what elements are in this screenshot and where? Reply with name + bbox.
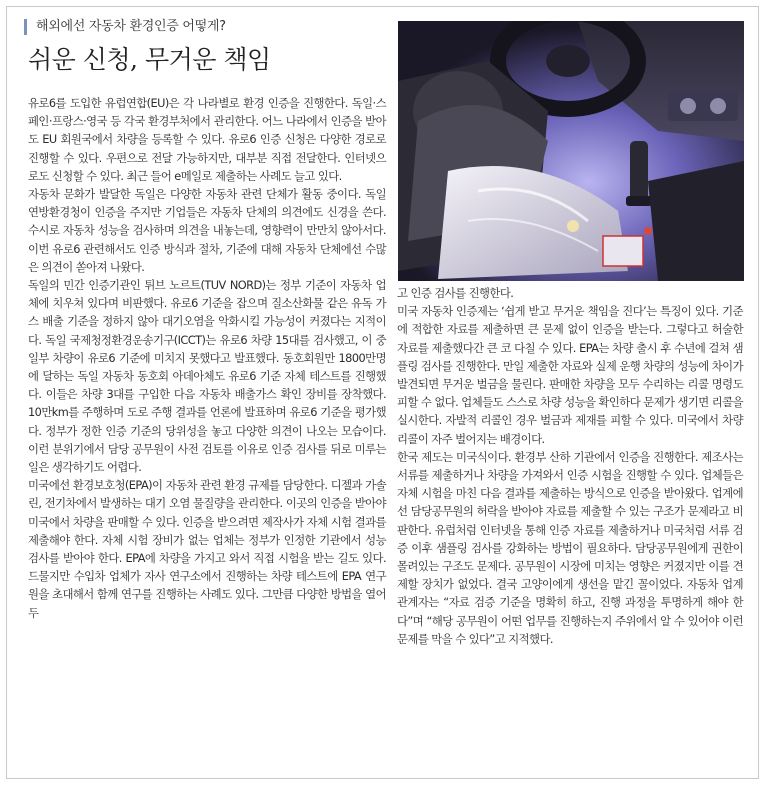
paragraph-continuation: 고 인증 검사를 진행한다. (397, 286, 514, 300)
article-column-right (397, 284, 743, 648)
photo-illustration (398, 21, 744, 281)
newspaper-page (6, 6, 759, 779)
paragraph-eu-intro: 유로6를 도입한 유럽연합(EU)은 각 나라별로 환경 인증을 진행한다. 독일·스페인·프랑스·영국 등 각국 환경부처에서 관리한다. 어느 나라에서 인증을 받아도 EU 회원국에서 차량을 등록할 수 있다. 유로6 인증 신청은 다양한 경로로 진행할 수 있다. 우편으로 전달 가능하지만, 대부분 직접 전달한다. 인터넷으로도 신청할 수 있다. 최근 들어 e메일로 제출하는 사례도 늘고 있다. (28, 96, 386, 183)
article-column-left (28, 94, 386, 622)
section-kicker: 해외에선 자동차 환경인증 어떻게? (24, 19, 226, 35)
article-headline: 쉬운 신청, 무거운 책임 (28, 45, 271, 74)
paragraph-us-epa: 미국에선 환경보호청(EPA)이 자동차 관련 환경 규제를 담당한다. 디젤과 가솔린, 전기차에서 발생하는 대기 오염 물질량을 관리한다. 이곳의 인증을 받아야 미국에서 차량을 판매할 수 있다. 인증을 받으려면 제작사가 자체 시험 결과를 제출해야 한다. 자체 시험 장비가 없는 업체는 정부가 인정한 기관에서 성능 검사를 받아야 한다. EPA에 차량을 가지고 와서 직접 시험을 받는 길도 있다. 드물지만 수입차 업체가 자사 연구소에서 진행하는 차량 테스트에 EPA 연구원을 초대해서 함께 연구를 진행하는 사례도 있다. 그만큼 다양한 방법을 열어두 (28, 478, 386, 620)
paragraph-tuv-nord: 독일의 민간 인증기관인 튀브 노르트(TUV NORD)는 정부 기준이 자동차 업체에 치우쳐 있다며 비판했다. 유로6 기준을 잡으며 질소산화물 같은 유독 가스 배출 기준을 정하지 않아 대기오염을 악화시킬 가능성이 커졌다는 지적이다. 독일 국제청정환경운송기구(ICCT)는 유로6 차량 15대를 검사했고, 이 중 일부 차량이 유로6 기준에 미치지 못했다고 발표했다. 동호회원만 1800만명에 달하는 독일 자동차 동호회 아데아체도 유로6 기준 자체 테스트를 진행했다. 이들은 차량 3대를 구입한 다음 자동차 배출가스 확인 장비를 장착했다. 10만km를 주행하며 도로 주행 결과를 언론에 발표하며 유로6 기준을 평가했다. 정부가 정한 인증 기준의 당위성을 놓고 다양한 의견이 나오는 모습이다. 이런 분위기에서 담당 공무원이 사전 검토를 이유로 인증 검사를 뒤로 미루는 일은 생각하기도 어렵다. (28, 278, 386, 475)
car-interior-inspection-photo (398, 21, 744, 281)
paragraph-korea-system: 한국 제도는 미국식이다. 환경부 산하 기관에서 인증을 진행한다. 제조사는 서류를 제출하거나 차량을 가져와서 인증 시험을 진행할 수 있다. 업체들은 자체 시험을 마친 다음 결과를 제출하는 방식으로 인증을 받아왔다. 업계에선 담당공무원의 허락을 받아야 자료를 제출할 수 있는 구조가 문제라고 비판한다. 유럽처럼 인터넷을 통해 인증 자료를 제출하거나 미국처럼 서류 검증 이후 샘플링 검사를 강화하는 방법이 필요하다. 담당공무원에게 권한이 몰려있는 구조도 문제다. 공무원이 시장에 미치는 영향은 커졌지만 이를 견제할 장치가 없었다. 결국 고양이에게 생선을 맡긴 꼴이었다. 자동차 업계 관계자는 “자료 검증 기준을 명확히 하고, 진행 과정을 투명하게 해야 한다”며 “해당 공무원이 어떤 업무를 진행하는지 주위에서 알 수 있어야 이런 문제를 막을 수 있다”고 지적했다. (397, 449, 743, 646)
paragraph-us-responsibility: 미국 자동차 인증제는 ‘쉽게 받고 무거운 책임을 진다’는 특징이 있다. 기준에 적합한 자료를 제출하면 큰 문제 없이 인증을 받는다. 그렇다고 허술한 자료를 제출했다간 큰 코 다칠 수 있다. EPA는 차량 출시 후 수년에 걸쳐 샘플링 검사를 진행한다. 만일 제출한 자료와 실제 운행 차량의 성능에 차이가 발견되면 무거운 벌금을 물린다. 판매한 차량을 모두 수리하는 리콜 명령도 피할 수 없다. 업체들도 스스로 차량 성능을 확인하다 문제가 생기면 리콜을 실시한다. 자발적 리콜인 경우 벌금과 제재를 피할 수 있다. 미국에서 차량 리콜이 자주 벌어지는 배경이다. (397, 304, 743, 446)
paragraph-germany-groups: 자동차 문화가 발달한 독일은 다양한 자동차 관련 단체가 활동 중이다. 독일 연방환경청이 인증을 주지만 기업들은 자동차 단체의 의견에도 신경을 쓴다. 수시로 자동차 성능을 검사하며 의견을 내놓는데, 영향력이 만만치 않아서다. 이번 유로6 관련해서도 인증 방식과 절차, 기준에 대해 자동차 단체에선 수많은 의견이 쏟아져 나왔다. (28, 187, 386, 274)
